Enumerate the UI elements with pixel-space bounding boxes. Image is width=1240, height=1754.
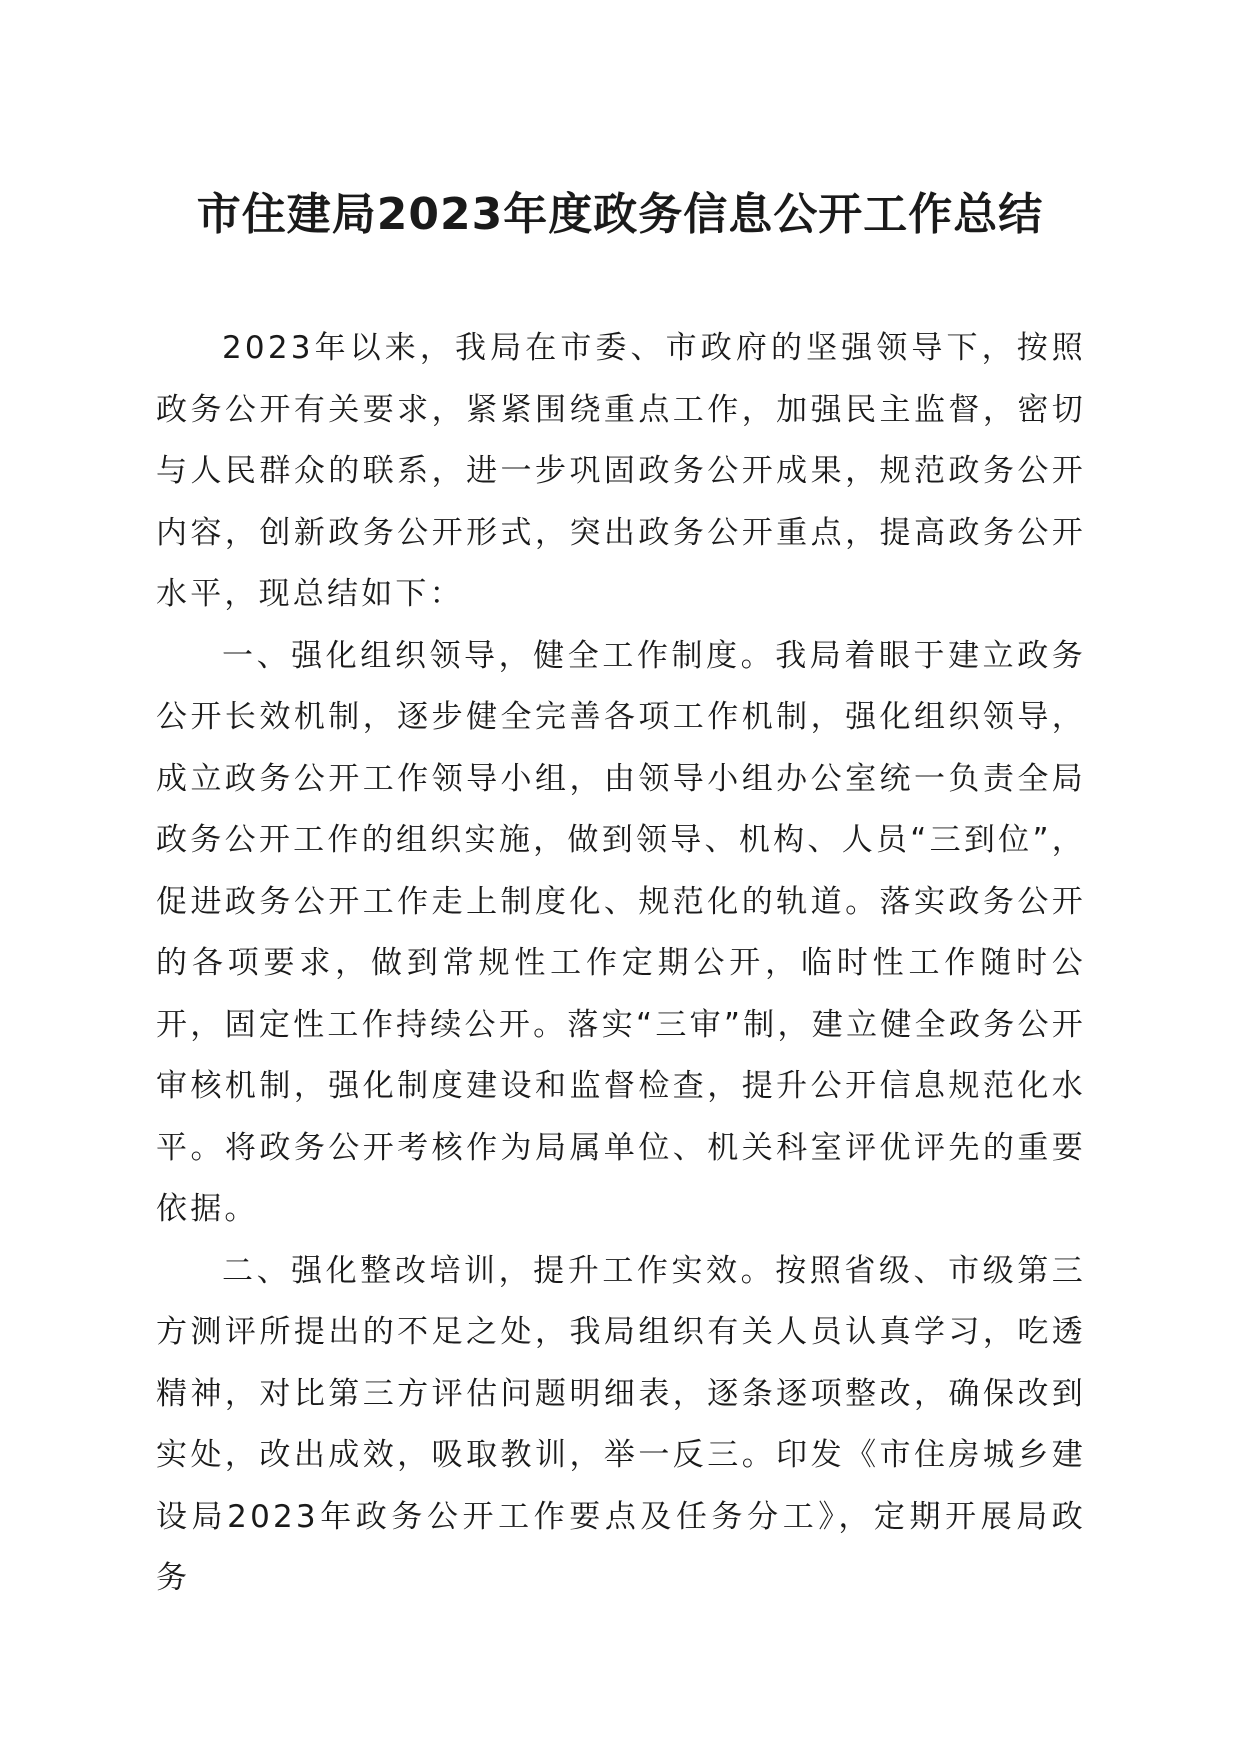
section-two-paragraph: 二、强化整改培训，提升工作实效。按照省级、市级第三方测评所提出的不足之处，我局组织有关人员认真学习，吃透精神，对比第三方评估问题明细表，逐条逐项整改，确保改到实处，改出成效，吸取教训，举一反三。印发《市住房城乡建设局2023年政务公开工作要点及任务分工》，定期开展局政务: [156, 1252, 1086, 1596]
intro-paragraph: 2023年以来，我局在市委、市政府的坚强领导下，按照政务公开有关要求，紧紧围绕重点工作，加强民主监督，密切与人民群众的联系，进一步巩固政务公开成果，规范政务公开内容，创新政务公开形式，突出政务公开重点，提高政务公开水平，现总结如下：: [156, 330, 1086, 612]
section-one-paragraph: 一、强化组织领导，健全工作制度。我局着眼于建立政务公开长效机制，逐步健全完善各项工作机制，强化组织领导，成立政务公开工作领导小组，由领导小组办公室统一负责全局政务公开工作的组织实施，做到领导、机构、人员“三到位”，促进政务公开工作走上制度化、规范化的轨道。落实政务公开的各项要求，做到常规性工作定期公开，临时性工作随时公开，固定性工作持续公开。落实“三审”制，建立健全政务公开审核机制，强化制度建设和监督检查，提升公开信息规范化水平。将政务公开考核作为局属单位、机关科室评优评先的重要依据。: [156, 637, 1086, 1227]
document-title: 市住建局2023年度政务信息公开工作总结: [196, 189, 1044, 240]
document-body: [156, 318, 1086, 1610]
